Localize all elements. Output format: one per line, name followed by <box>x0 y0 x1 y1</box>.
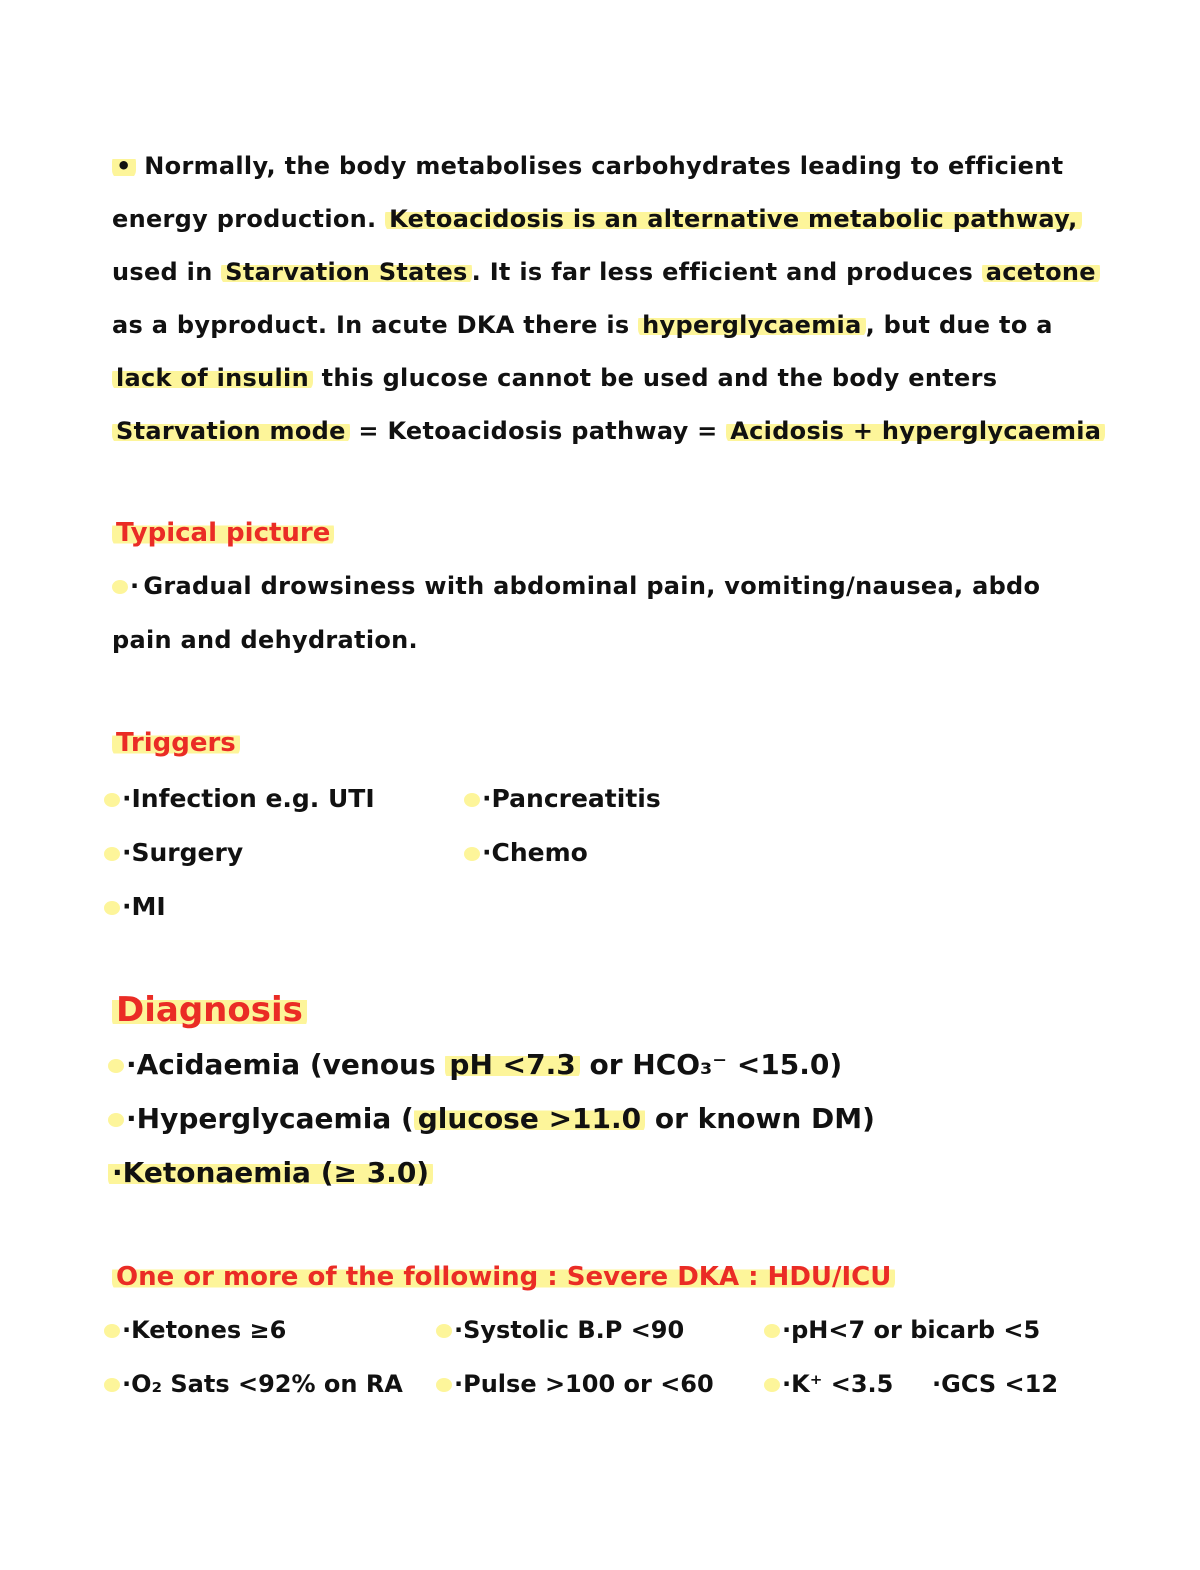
severe-dka-heading: One or more of the following : Severe DKA : HDU/ICU <box>112 1262 895 1292</box>
intro-line-6: Starvation mode = Ketoacidosis pathway = Acidosis + hyperglycaemia <box>112 405 1092 458</box>
intro-line-1: • Normally, the body metabolises carbohydrates leading to efficient <box>112 140 1092 193</box>
intro-line-3: used in Starvation States . It is far less efficient and produces acetone <box>112 246 1092 299</box>
severe-criterion: ·Pulse >100 or <60 <box>436 1370 714 1398</box>
bullet-dot <box>112 580 128 594</box>
typical-picture-line-2: pain and dehydration. <box>112 626 418 654</box>
diagnosis-item: ·Hyperglycaemia ( glucose >11.0 or known DM) <box>108 1102 875 1135</box>
intro-line-2: energy production. Ketoacidosis is an alternative metabolic pathway, <box>112 193 1092 246</box>
severe-criterion: ·pH<7 or bicarb <5 <box>764 1316 1040 1344</box>
diagnosis-heading: Diagnosis <box>112 990 307 1030</box>
diagnosis-item: ·Acidaemia (venous pH <7.3 or HCO₃⁻ <15.0) <box>108 1048 842 1081</box>
diagnosis-item: ·Ketonaemia (≥ 3.0) <box>108 1156 433 1189</box>
intro-line-4: as a byproduct. In acute DKA there is hyperglycaemia , but due to a <box>112 311 1053 339</box>
trigger-item: ·Chemo <box>464 838 588 867</box>
triggers-heading: Triggers <box>112 728 240 758</box>
trigger-item: ·Infection e.g. UTI <box>104 784 375 813</box>
severe-criterion: ·Ketones ≥6 <box>104 1316 286 1344</box>
trigger-item: ·Pancreatitis <box>464 784 661 813</box>
trigger-item: ·Surgery <box>104 838 243 867</box>
typical-picture-line-1: · Gradual drowsiness with abdominal pain, vomiting/nausea, abdo <box>112 572 1040 600</box>
intro-line-5: lack of insulin this glucose cannot be used and the body enters <box>112 352 1092 405</box>
severe-criterion: ·K⁺ <3.5 <box>764 1370 893 1398</box>
intro-paragraph <box>112 140 1102 458</box>
severe-criterion: ·O₂ Sats <92% on RA <box>104 1370 403 1398</box>
severe-criterion: ·GCS <12 <box>932 1370 1059 1398</box>
trigger-item: ·MI <box>104 892 166 921</box>
severe-criterion: ·Systolic B.P <90 <box>436 1316 684 1344</box>
typical-picture-heading: Typical picture <box>112 518 334 548</box>
